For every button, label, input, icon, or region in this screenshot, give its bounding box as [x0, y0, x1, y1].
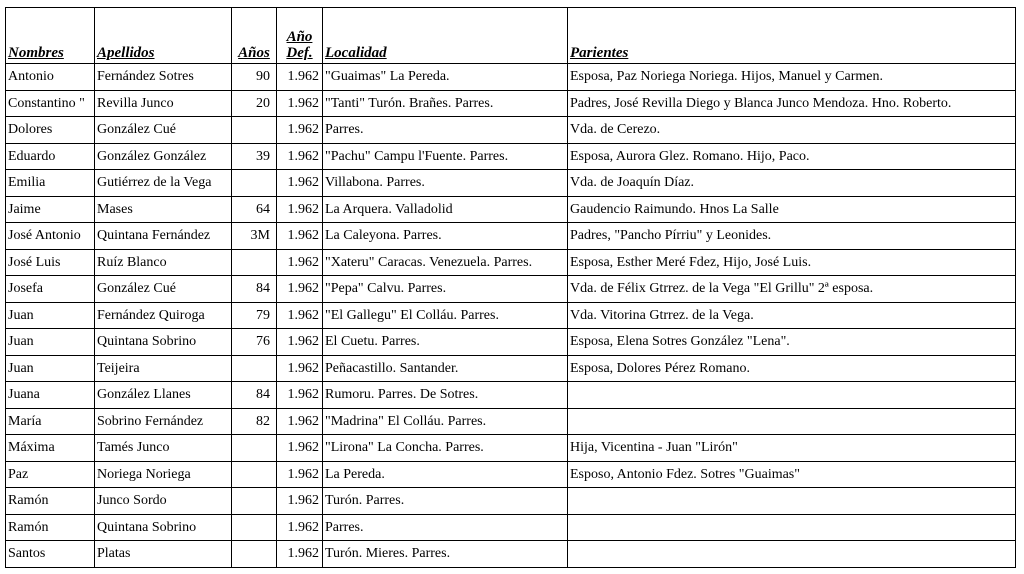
cell-localidad: "Pepa" Calvu. Parres. — [323, 276, 568, 303]
cell-ano-def: 1.962 — [277, 143, 323, 170]
cell-apellidos: Quintana Fernández — [95, 223, 232, 250]
cell-ano-def: 1.962 — [277, 541, 323, 568]
header-ano-def-line1: Año — [286, 29, 313, 45]
cell-anos — [232, 541, 277, 568]
cell-anos: 64 — [232, 196, 277, 223]
cell-localidad: "Guaimas" La Pereda. — [323, 64, 568, 91]
cell-parientes: Vda. Vitorina Gtrrez. de la Vega. — [568, 302, 1016, 329]
cell-ano-def: 1.962 — [277, 90, 323, 117]
cell-nombre: Santos — [6, 541, 95, 568]
cell-ano-def: 1.962 — [277, 435, 323, 462]
cell-anos: 3M — [232, 223, 277, 250]
cell-localidad: Peñacastillo. Santander. — [323, 355, 568, 382]
table-body — [6, 64, 1016, 568]
header-localidad: Localidad — [323, 8, 568, 64]
table-row — [6, 461, 1016, 488]
cell-anos: 79 — [232, 302, 277, 329]
cell-localidad: "Pachu" Campu l'Fuente. Parres. — [323, 143, 568, 170]
cell-parientes: Vda. de Joaquín Díaz. — [568, 170, 1016, 197]
cell-localidad: Parres. — [323, 117, 568, 144]
table-row — [6, 276, 1016, 303]
cell-localidad: "Madrina" El Colláu. Parres. — [323, 408, 568, 435]
table-row — [6, 249, 1016, 276]
cell-parientes: Esposa, Aurora Glez. Romano. Hijo, Paco. — [568, 143, 1016, 170]
cell-localidad: "Tanti" Turón. Brañes. Parres. — [323, 90, 568, 117]
header-nombres: Nombres — [6, 8, 95, 64]
cell-apellidos: Quintana Sobrino — [95, 329, 232, 356]
cell-ano-def: 1.962 — [277, 382, 323, 409]
header-parientes: Parientes — [568, 8, 1016, 64]
cell-localidad: Turón. Parres. — [323, 488, 568, 515]
table-row — [6, 408, 1016, 435]
cell-ano-def: 1.962 — [277, 196, 323, 223]
header-row — [6, 8, 1016, 64]
table-row — [6, 90, 1016, 117]
cell-nombre: José Luis — [6, 249, 95, 276]
cell-nombre: José Antonio — [6, 223, 95, 250]
cell-nombre: Paz — [6, 461, 95, 488]
cell-apellidos: Junco Sordo — [95, 488, 232, 515]
cell-anos: 84 — [232, 382, 277, 409]
cell-anos — [232, 249, 277, 276]
table-row — [6, 223, 1016, 250]
cell-parientes: Esposa, Esther Meré Fdez, Hijo, José Luis. — [568, 249, 1016, 276]
cell-parientes: Esposa, Dolores Pérez Romano. — [568, 355, 1016, 382]
cell-ano-def: 1.962 — [277, 276, 323, 303]
table-row — [6, 382, 1016, 409]
cell-localidad: El Cuetu. Parres. — [323, 329, 568, 356]
cell-ano-def: 1.962 — [277, 329, 323, 356]
cell-localidad: "El Gallegu" El Colláu. Parres. — [323, 302, 568, 329]
cell-nombre: Juan — [6, 329, 95, 356]
cell-anos — [232, 117, 277, 144]
cell-nombre: Antonio — [6, 64, 95, 91]
cell-anos: 90 — [232, 64, 277, 91]
cell-anos: 84 — [232, 276, 277, 303]
cell-anos — [232, 435, 277, 462]
cell-apellidos: Noriega Noriega — [95, 461, 232, 488]
cell-anos: 76 — [232, 329, 277, 356]
cell-nombre: Eduardo — [6, 143, 95, 170]
cell-anos: 82 — [232, 408, 277, 435]
table-row — [6, 435, 1016, 462]
cell-parientes — [568, 488, 1016, 515]
cell-parientes — [568, 541, 1016, 568]
cell-parientes: Esposo, Antonio Fdez. Sotres "Guaimas" — [568, 461, 1016, 488]
cell-parientes: Vda. de Félix Gtrrez. de la Vega "El Grillu" 2ª esposa. — [568, 276, 1016, 303]
cell-parientes: Hija, Vicentina - Juan "Lirón" — [568, 435, 1016, 462]
cell-nombre: Juan — [6, 302, 95, 329]
cell-apellidos: Ruíz Blanco — [95, 249, 232, 276]
cell-nombre: Ramón — [6, 488, 95, 515]
cell-localidad: La Pereda. — [323, 461, 568, 488]
cell-apellidos: Mases — [95, 196, 232, 223]
cell-ano-def: 1.962 — [277, 355, 323, 382]
table-row — [6, 64, 1016, 91]
cell-anos — [232, 488, 277, 515]
cell-ano-def: 1.962 — [277, 408, 323, 435]
cell-nombre: Emilia — [6, 170, 95, 197]
cell-apellidos: González Llanes — [95, 382, 232, 409]
cell-parientes — [568, 382, 1016, 409]
table-row — [6, 329, 1016, 356]
cell-apellidos: González Cué — [95, 117, 232, 144]
header-ano-def — [277, 8, 323, 64]
table-row — [6, 514, 1016, 541]
cell-ano-def: 1.962 — [277, 514, 323, 541]
table-row — [6, 196, 1016, 223]
header-apellidos: Apellidos — [95, 8, 232, 64]
cell-parientes: Padres, "Pancho Pírriu" y Leonides. — [568, 223, 1016, 250]
cell-ano-def: 1.962 — [277, 249, 323, 276]
cell-localidad: La Caleyona. Parres. — [323, 223, 568, 250]
cell-parientes: Vda. de Cerezo. — [568, 117, 1016, 144]
cell-localidad: La Arquera. Valladolid — [323, 196, 568, 223]
cell-apellidos: González González — [95, 143, 232, 170]
cell-ano-def: 1.962 — [277, 64, 323, 91]
cell-nombre: Juana — [6, 382, 95, 409]
header-anos: Años — [232, 8, 277, 64]
table-row — [6, 117, 1016, 144]
cell-localidad: Parres. — [323, 514, 568, 541]
cell-apellidos: Tamés Junco — [95, 435, 232, 462]
cell-localidad: Rumoru. Parres. De Sotres. — [323, 382, 568, 409]
cell-nombre: Jaime — [6, 196, 95, 223]
table-row — [6, 302, 1016, 329]
cell-anos: 20 — [232, 90, 277, 117]
cell-apellidos: Teijeira — [95, 355, 232, 382]
cell-apellidos: Platas — [95, 541, 232, 568]
cell-apellidos: Fernández Quiroga — [95, 302, 232, 329]
table-row — [6, 355, 1016, 382]
cell-localidad: Turón. Mieres. Parres. — [323, 541, 568, 568]
cell-parientes: Esposa, Paz Noriega Noriega. Hijos, Manuel y Carmen. — [568, 64, 1016, 91]
cell-apellidos: Quintana Sobrino — [95, 514, 232, 541]
cell-ano-def: 1.962 — [277, 302, 323, 329]
cell-ano-def: 1.962 — [277, 223, 323, 250]
cell-localidad: "Xateru" Caracas. Venezuela. Parres. — [323, 249, 568, 276]
cell-nombre: Dolores — [6, 117, 95, 144]
cell-ano-def: 1.962 — [277, 170, 323, 197]
table-row — [6, 541, 1016, 568]
cell-nombre: Josefa — [6, 276, 95, 303]
cell-apellidos: Fernández Sotres — [95, 64, 232, 91]
cell-parientes: Esposa, Elena Sotres González "Lena". — [568, 329, 1016, 356]
cell-ano-def: 1.962 — [277, 488, 323, 515]
cell-anos: 39 — [232, 143, 277, 170]
cell-nombre: Ramón — [6, 514, 95, 541]
cell-ano-def: 1.962 — [277, 117, 323, 144]
cell-apellidos: Gutiérrez de la Vega — [95, 170, 232, 197]
cell-localidad: Villabona. Parres. — [323, 170, 568, 197]
table-row — [6, 170, 1016, 197]
cell-nombre: Máxima — [6, 435, 95, 462]
cell-parientes — [568, 514, 1016, 541]
cell-apellidos: Sobrino Fernández — [95, 408, 232, 435]
cell-parientes: Padres, José Revilla Diego y Blanca Junco Mendoza. Hno. Roberto. — [568, 90, 1016, 117]
cell-apellidos: González Cué — [95, 276, 232, 303]
table-row — [6, 488, 1016, 515]
cell-anos — [232, 170, 277, 197]
cell-nombre: Constantino " — [6, 90, 95, 117]
records-table — [5, 7, 1016, 568]
header-ano-def-line2: Def. — [286, 45, 313, 61]
cell-ano-def: 1.962 — [277, 461, 323, 488]
cell-parientes — [568, 408, 1016, 435]
cell-anos — [232, 514, 277, 541]
cell-parientes: Gaudencio Raimundo. Hnos La Salle — [568, 196, 1016, 223]
cell-localidad: "Lirona" La Concha. Parres. — [323, 435, 568, 462]
cell-apellidos: Revilla Junco — [95, 90, 232, 117]
cell-anos — [232, 355, 277, 382]
table-row — [6, 143, 1016, 170]
cell-nombre: María — [6, 408, 95, 435]
cell-anos — [232, 461, 277, 488]
cell-nombre: Juan — [6, 355, 95, 382]
